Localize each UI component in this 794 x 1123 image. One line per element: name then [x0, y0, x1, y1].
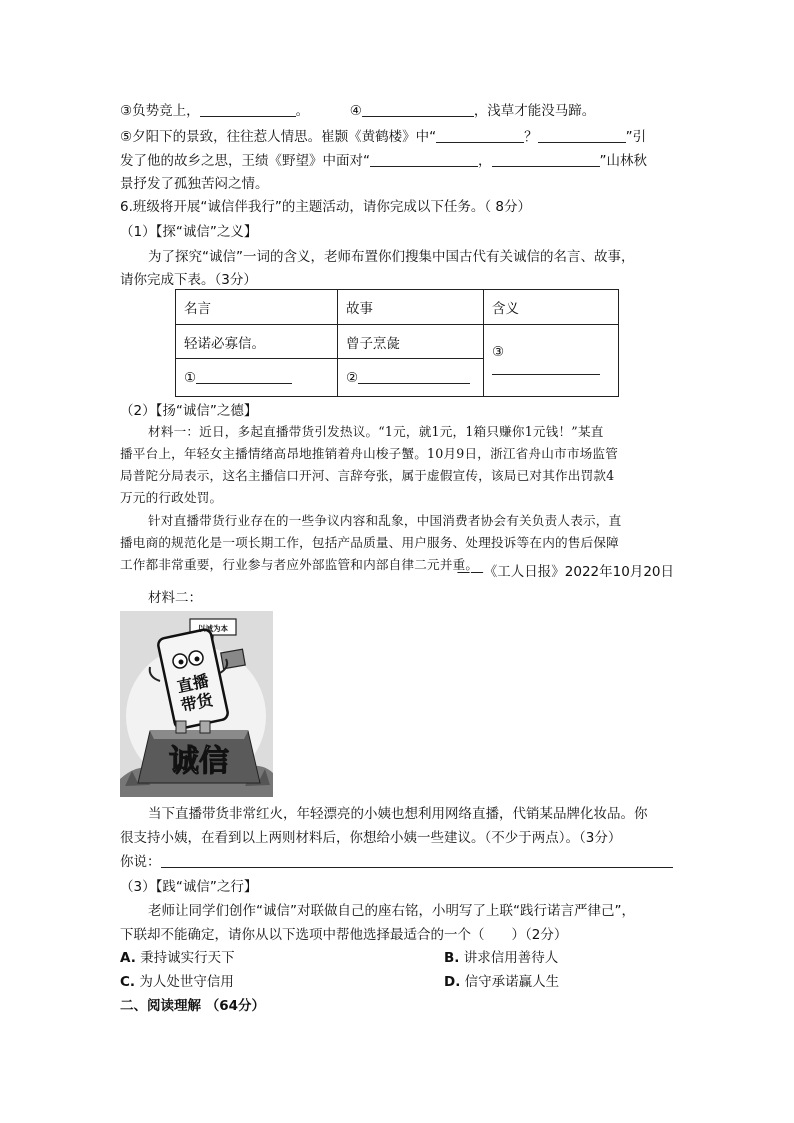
cartoon-drawing	[120, 611, 273, 797]
option-a[interactable]	[120, 948, 235, 968]
cartoon-phone-text: 直播	[175, 670, 211, 697]
answer-blank[interactable]	[436, 128, 524, 143]
sub-question-1-text: 请你完成下表。（3分）	[120, 272, 257, 288]
material-1-line: 工作都非常重要，行业参与者应外部监管和内部自律二元并重。	[120, 557, 479, 572]
material-1-source: ——《工人日报》2022年10月20日	[456, 564, 674, 580]
poem-text: ，	[478, 153, 492, 169]
poem-line-2	[120, 127, 646, 147]
sub-question-3-text: 下联却不能确定，请你从以下选项中帮他选择最适合的一个（ ）（2分）	[120, 927, 568, 943]
table-header: 含义	[484, 290, 619, 325]
material-2-label: 材料二：	[148, 590, 202, 606]
option-c[interactable]	[120, 972, 234, 992]
task-text: 当下直播带货非常红火，年轻漂亮的小姨也想利用网络直播，代销某品牌化妆品。你	[148, 806, 648, 822]
table-header: 名言	[176, 290, 338, 325]
blank-number: ③	[492, 344, 505, 360]
answer-blank[interactable]	[196, 369, 292, 384]
sub-question-3-title: （3）【践“诚信”之行】	[120, 879, 258, 895]
option-text: 秉持诚实行天下	[140, 950, 235, 966]
table-cell-meaning[interactable]	[484, 325, 619, 397]
cartoon-sign-text: 以诚为本	[198, 624, 228, 633]
sub-question-2-title: （2）【扬“诚信”之德】	[120, 403, 258, 419]
option-letter: B.	[444, 950, 460, 966]
table-cell[interactable]	[338, 359, 484, 397]
cartoon-base-text: 诚信	[169, 744, 229, 779]
answer-blank[interactable]	[492, 360, 600, 375]
material-1-line: 局普陀分局表示，这名主播信口开河、言辞夸张，属于虚假宣传，该局已对其作出罚款4	[120, 468, 615, 483]
section-2-heading: 二、阅读理解 （64分）	[120, 998, 265, 1014]
option-letter: A.	[120, 950, 136, 966]
option-text: 讲求信用善待人	[463, 950, 559, 966]
option-text: 信守承诺赢人生	[464, 974, 560, 990]
poem-text: ，浅草才能没马蹄。	[473, 103, 596, 119]
answer-blank[interactable]	[362, 102, 474, 117]
sub-question-1-title: （1）【探“诚信”之义】	[120, 224, 258, 240]
you-say-label: 你说：	[120, 854, 161, 870]
option-text: 为人处世守信用	[139, 974, 234, 990]
poem-text: ③负势竞上，	[120, 103, 200, 119]
poem-line-3	[120, 151, 647, 171]
table-cell[interactable]	[176, 359, 338, 397]
option-letter: C.	[120, 974, 136, 990]
integrity-cartoon	[120, 611, 273, 797]
option-b[interactable]	[444, 948, 558, 968]
material-1-line: 播电商的规范化是一项长期工作，包括产品质量、用户服务、处理投诉等在内的售后保障	[120, 535, 619, 550]
answer-blank[interactable]	[370, 152, 478, 167]
question-6-title: 6.班级将开展“诚信伴我行”的主题活动，请你完成以下任务。（ 8分）	[120, 199, 531, 215]
answer-blank[interactable]	[538, 128, 626, 143]
poem-text: 发了他的故乡之思，王绩《野望》中面对“	[120, 153, 370, 169]
poem-line-4: 景抒发了孤独苦闷之情。	[120, 176, 269, 192]
blank-number: ②	[346, 370, 359, 386]
poem-text: ？	[524, 129, 538, 145]
answer-blank[interactable]	[161, 853, 673, 868]
material-1-line: 材料一：近日，多起直播带货引发热议。“1元，就1元，1箱只赚你1元钱！”某直	[148, 424, 604, 439]
you-say-line	[120, 852, 673, 872]
task-text: 很支持小姨，在看到以上两则材料后，你想给小姨一些建议。（不少于两点）。（3分）	[120, 830, 622, 846]
material-1-line: 针对直播带货行业存在的一些争议内容和乱象，中国消费者协会有关负责人表示，直	[148, 513, 622, 528]
sub-question-1-text: 为了探究“诚信”一词的含义，老师布置你们搜集中国古代有关诚信的名言、故事，	[148, 249, 635, 265]
poem-text: ④	[349, 103, 362, 119]
blank-number: ①	[184, 370, 197, 386]
answer-blank[interactable]	[200, 102, 296, 117]
option-letter: D.	[444, 974, 461, 990]
table-header: 故事	[338, 290, 484, 325]
poem-text: ”引	[625, 129, 647, 145]
poem-text: ⑤夕阳下的景致，往往惹人情思。崔颢《黄鹤楼》中“	[120, 129, 437, 145]
answer-blank[interactable]	[492, 152, 600, 167]
sub-question-3-text: 老师让同学们创作“诚信”对联做自己的座右铭，小明写了上联“践行诺言严律己”，	[148, 903, 635, 919]
option-d[interactable]	[444, 972, 559, 992]
poem-line-1	[120, 101, 595, 121]
poem-text: ”山林秋	[599, 153, 647, 169]
cartoon-phone-text: 带货	[179, 689, 215, 716]
integrity-table	[175, 289, 619, 397]
answer-blank[interactable]	[358, 369, 470, 384]
material-1-line: 万元的行政处罚。	[120, 490, 223, 505]
table-cell: 轻诺必寡信。	[176, 325, 338, 359]
table-cell: 曾子烹彘	[338, 325, 484, 359]
poem-text: 。	[295, 103, 310, 119]
material-1-line: 播平台上，年轻女主播情绪高昂地推销着舟山梭子蟹。10月9日，浙江省舟山市市场监管	[120, 446, 619, 461]
